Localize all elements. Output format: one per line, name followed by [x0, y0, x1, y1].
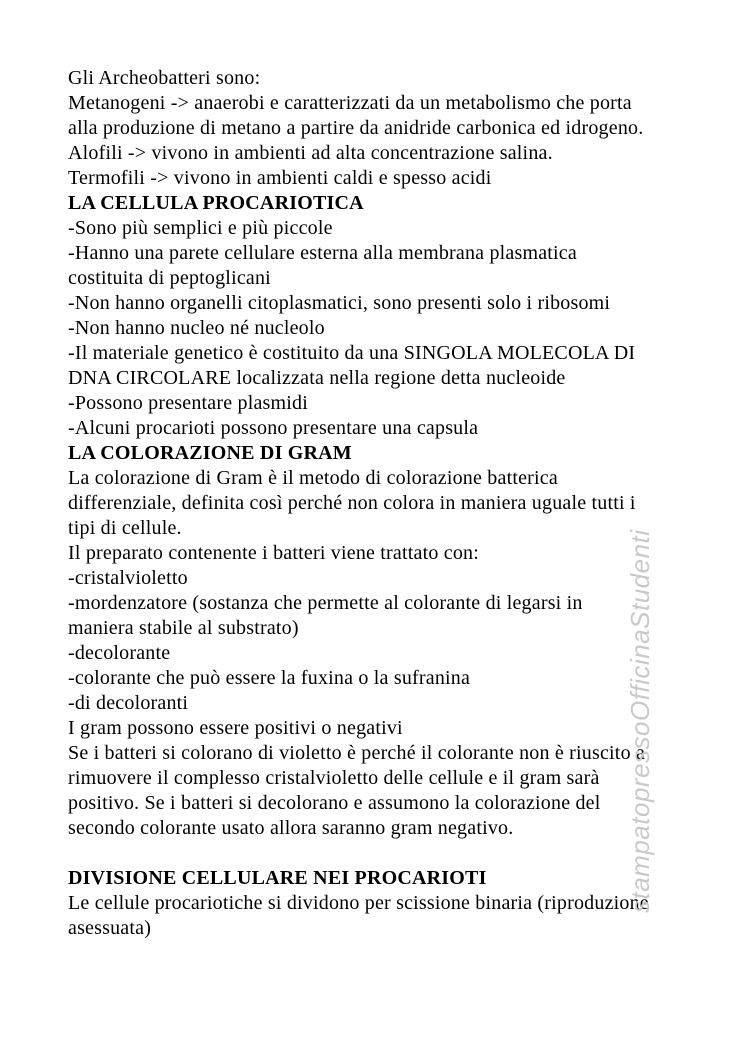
text-line: -Possono presentare plasmidi [68, 392, 309, 414]
text-line: maniera stabile al substrato) [68, 617, 299, 639]
text-line: LA CELLULA PROCARIOTICA [68, 192, 364, 214]
text-line: Alofili -> vivono in ambienti ad alta concentrazione salina. [68, 142, 553, 164]
text-line: Metanogeni -> anaerobi e caratterizzati da un metabolismo che porta [68, 92, 632, 114]
text-line: DNA CIRCOLARE localizzata nella regione detta nucleoide [68, 367, 566, 389]
text-line: -Hanno una parete cellulare esterna alla membrana plasmatica [68, 242, 577, 264]
text-line: -Il materiale genetico è costituito da una SINGOLA MOLECOLA DI [68, 342, 636, 364]
text-line: -decolorante [68, 642, 171, 664]
text-line: tipi di cellule. [68, 517, 182, 539]
text-line: -mordenzatore (sostanza che permette al colorante di legarsi in [68, 592, 583, 614]
text-line: costituita di peptoglicani [68, 267, 271, 289]
text-line: secondo colorante usato allora saranno gram negativo. [68, 817, 514, 839]
text-line: alla produzione di metano a partire da anidride carbonica ed idrogeno. [68, 117, 644, 139]
text-line [68, 841, 708, 866]
text-line: Se i batteri si colorano di violetto è perché il colorante non è riuscito a [68, 742, 646, 764]
text-line: asessuata) [68, 917, 152, 939]
text-line: I gram possono essere positivi o negativi [68, 717, 403, 739]
text-line: Il preparato contenente i batteri viene trattato con: [68, 542, 479, 564]
text-line: La colorazione di Gram è il metodo di colorazione batterica [68, 467, 558, 489]
text-line: LA COLORAZIONE DI GRAM [68, 442, 352, 464]
text-line: positivo. Se i batteri si decolorano e assumono la colorazione del [68, 792, 601, 814]
document-text-body [68, 66, 708, 941]
text-line: -Non hanno organelli citoplasmatici, sono presenti solo i ribosomi [68, 292, 611, 314]
text-line: -Non hanno nucleo né nucleolo [68, 317, 325, 339]
text-line: differenziale, definita così perché non colora in maniera uguale tutti i [68, 492, 636, 514]
text-line: rimuovere il complesso cristalvioletto delle cellule e il gram sarà [68, 767, 600, 789]
text-line: -di decoloranti [68, 692, 189, 714]
watermark-text: stampatopressoOfficinaStudenti [625, 529, 655, 913]
text-line: -Sono più semplici e più piccole [68, 217, 333, 239]
text-line: DIVISIONE CELLULARE NEI PROCARIOTI [68, 867, 487, 889]
text-line: Termofili -> vivono in ambienti caldi e spesso acidi [68, 167, 492, 189]
text-line: -cristalvioletto [68, 567, 188, 589]
text-line: Gli Archeobatteri sono: [68, 67, 261, 89]
text-line: -Alcuni procarioti possono presentare una capsula [68, 417, 479, 439]
text-line: -colorante che può essere la fuxina o la sufranina [68, 667, 471, 689]
text-line: Le cellule procariotiche si dividono per scissione binaria (riproduzione [68, 892, 649, 914]
